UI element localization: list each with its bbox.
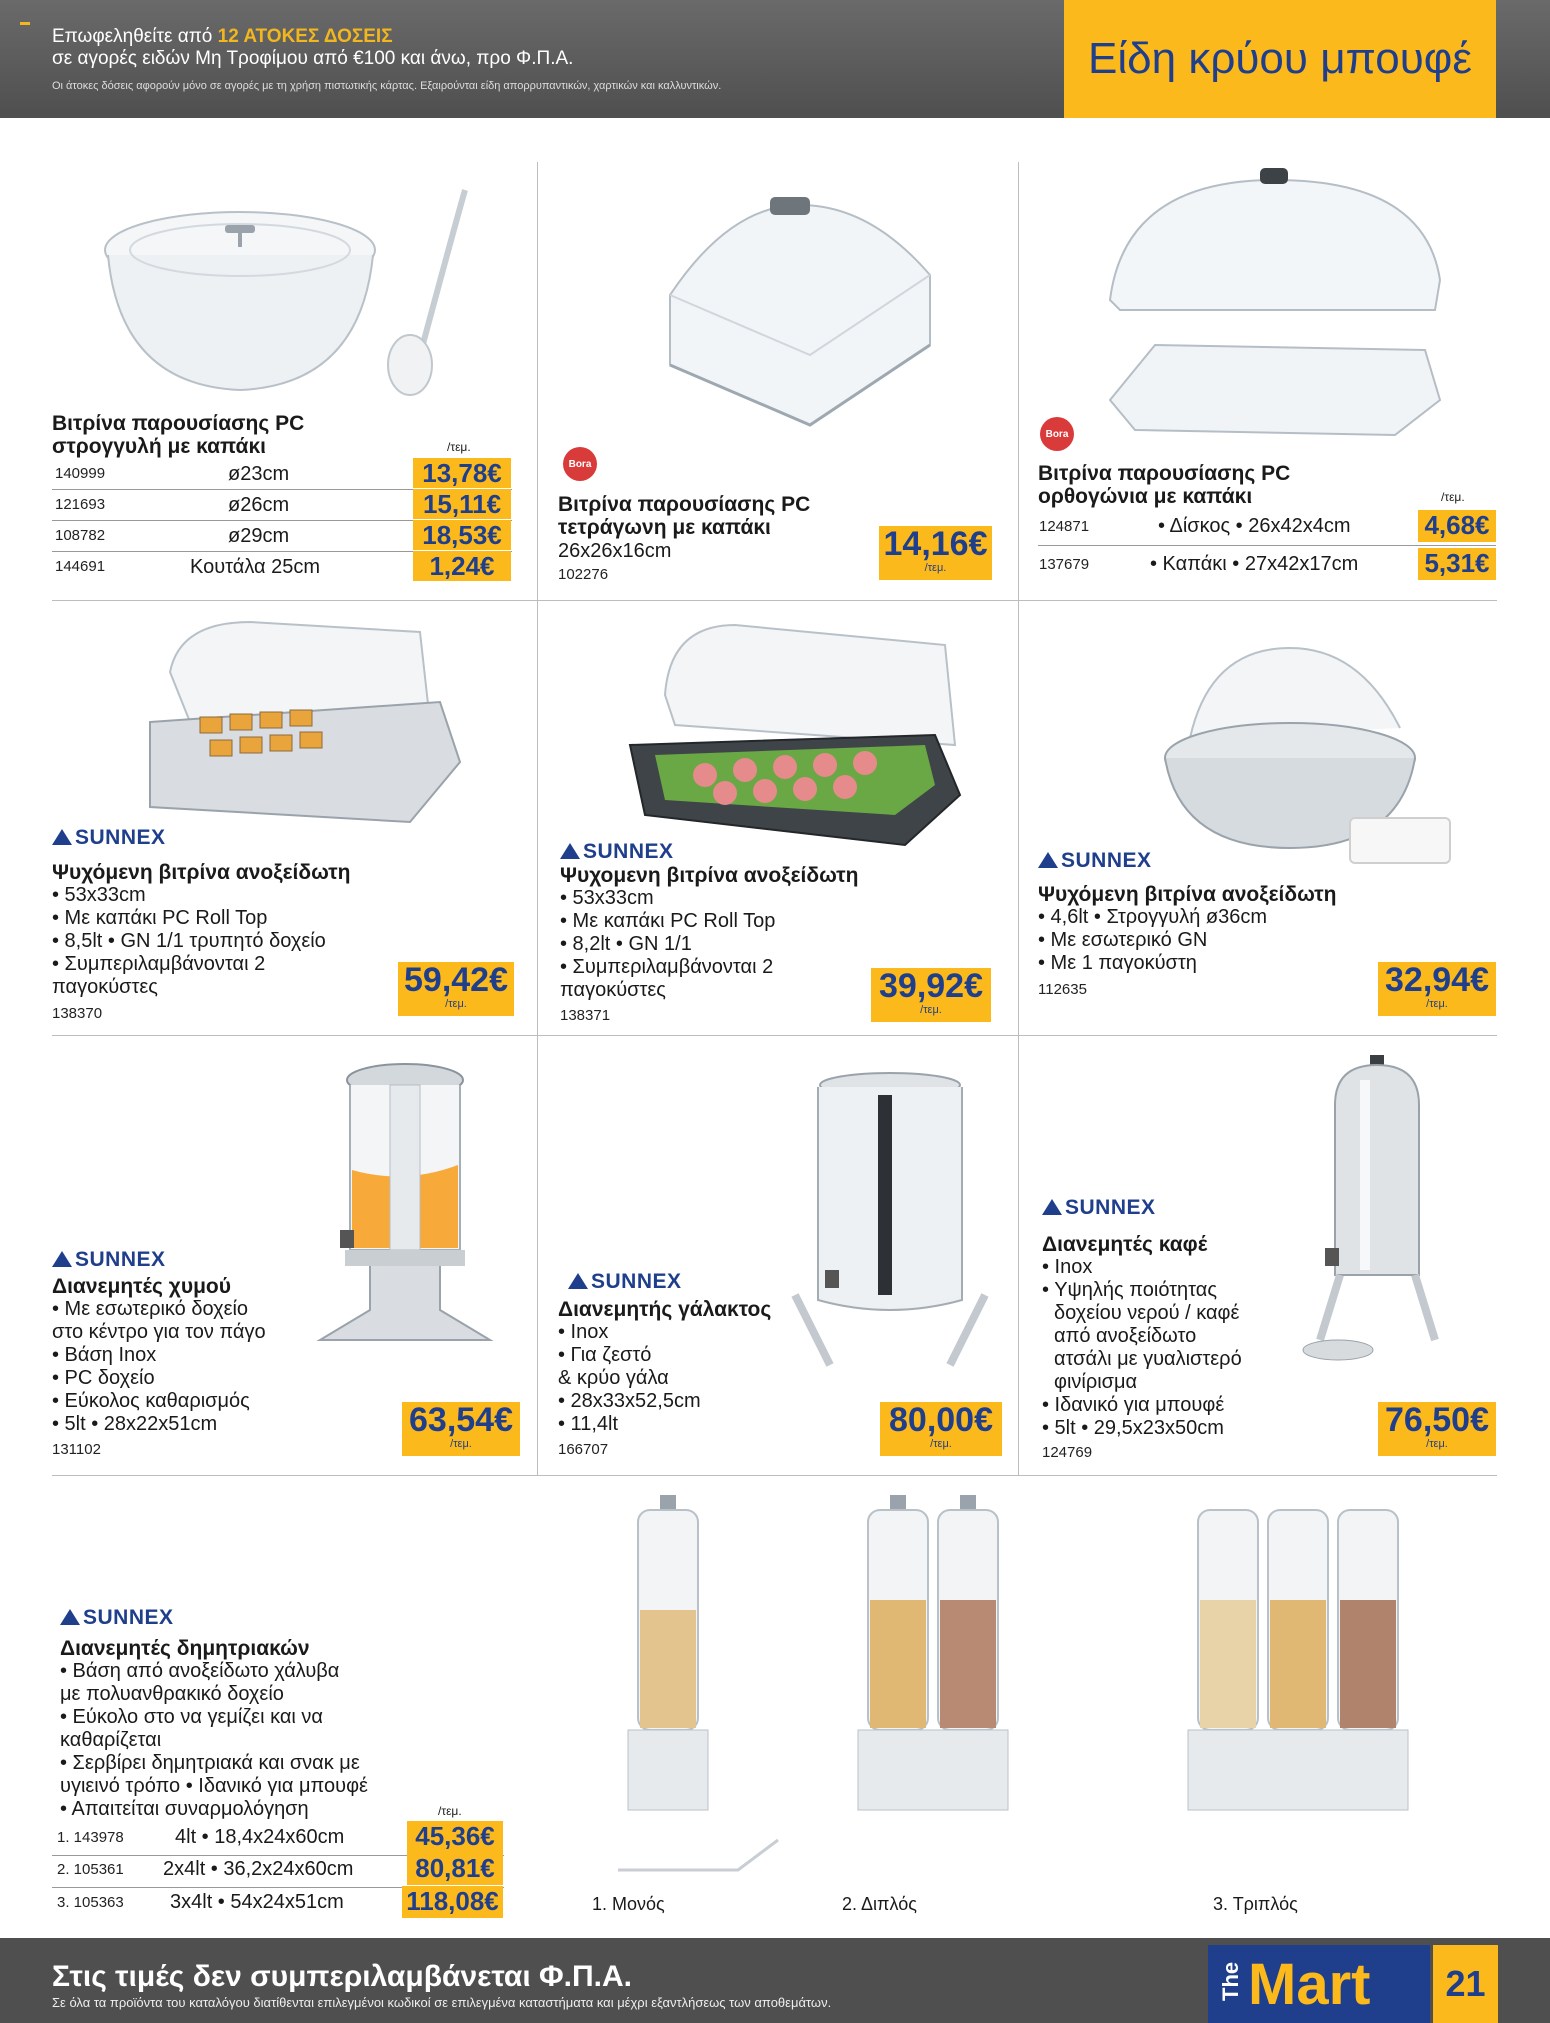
per-unit-label: /τεμ.	[1426, 1438, 1448, 1450]
bora-logo: Bora	[1040, 417, 1074, 451]
product-5-price-badge	[871, 968, 991, 1022]
sunnex-logo	[1042, 1196, 1156, 1220]
product-1-row-3-price: 18,53€	[413, 520, 511, 550]
feature-line: • Για ζεστό	[558, 1344, 652, 1366]
product-4-price-badge	[398, 962, 514, 1016]
product-10-row-2-code: 2. 105361	[57, 1861, 124, 1878]
feature-line: φινίρισμα	[1054, 1371, 1138, 1393]
product-10-row-3-code: 3. 105363	[57, 1894, 124, 1911]
sunnex-logo	[52, 826, 166, 850]
product-8-features	[558, 1321, 701, 1436]
feature-line: • Inox	[558, 1321, 609, 1343]
sunnex-label: SUNNEX	[1065, 1196, 1156, 1219]
product-1-row-4-code: 144691	[55, 558, 106, 575]
product-3-row-2-code: 137679	[1039, 556, 1090, 573]
cereal-dispensers-image	[598, 1490, 1508, 1890]
promo-prefix: Επωφεληθείτε από	[52, 26, 213, 47]
product-5-title: Ψυχομενη βιτρίνα ανοξείδωτη	[560, 864, 859, 887]
per-unit-label: /τεμ.	[920, 1004, 942, 1016]
product-3-title-line: ορθογώνια με καπάκι	[1038, 485, 1253, 508]
round-chilled-display-image	[1150, 628, 1460, 878]
product-8-price: 80,00€	[889, 1401, 993, 1439]
product-1-row-3-code: 108782	[55, 527, 106, 544]
product-3-row-1-desc: • Δίσκος • 26x42x4cm	[1158, 515, 1351, 537]
product-1-row-1-desc: ø23cm	[228, 463, 290, 485]
per-unit-label: /τεμ.	[1441, 490, 1465, 504]
product-5-code: 138371	[560, 1007, 611, 1024]
divider	[1018, 600, 1019, 1035]
feature-line: • Απαιτείται συναρμολόγηση	[60, 1798, 309, 1820]
product-1-row-2-desc: ø26cm	[228, 494, 290, 516]
product-3-row-1-code: 124871	[1039, 518, 1090, 535]
product-3-row-1-price: 4,68€	[1418, 510, 1496, 542]
sunnex-logo	[1038, 849, 1152, 873]
section-title: Είδη κρύου μπουφέ	[1064, 0, 1496, 118]
product-2-code: 102276	[558, 566, 609, 583]
product-6-title: Ψυχόμενη βιτρίνα ανοξείδωτη	[1038, 883, 1337, 906]
feature-line: • 5lt • 28x22x51cm	[52, 1413, 218, 1435]
logo-the: The	[1218, 1961, 1243, 2001]
product-6-price-badge	[1378, 962, 1496, 1016]
product-2-title-line: τετράγωνη με καπάκι	[558, 516, 771, 539]
sunnex-logo	[52, 1248, 166, 1272]
feature-line: δοχείου νερού / καφέ	[1054, 1302, 1240, 1324]
divider	[537, 162, 538, 600]
product-6-features	[1038, 906, 1267, 975]
product-7-price-badge	[402, 1402, 520, 1456]
feature-line: • Εύκολος καθαρισμός	[52, 1390, 250, 1412]
feature-line: • 8,2lt • GN 1/1	[560, 933, 692, 955]
product-9-features	[1042, 1256, 1242, 1440]
sunnex-label: SUNNEX	[583, 840, 674, 863]
feature-line: στο κέντρο για τον πάγο	[52, 1321, 266, 1343]
feature-line: • 5lt • 29,5x23x50cm	[1042, 1417, 1224, 1439]
sunnex-label: SUNNEX	[83, 1606, 174, 1629]
feature-line: καθαρίζεται	[60, 1729, 162, 1751]
feature-line: υγιεινό τρόπο • Ιδανικό για μπουφέ	[60, 1775, 368, 1797]
feature-line: • 4,6lt • Στρογγυλή ø36cm	[1038, 906, 1268, 928]
product-9-code: 124769	[1042, 1444, 1093, 1461]
feature-line: • 11,4lt	[558, 1413, 618, 1435]
product-6-code: 112635	[1038, 981, 1087, 998]
product-1-row-2-price: 15,11€	[413, 489, 511, 519]
product-1-row-1-code: 140999	[55, 465, 106, 482]
feature-line: • Με καπάκι PC Roll Top	[560, 910, 776, 932]
product-7-price: 63,54€	[409, 1401, 513, 1439]
product-1-title-line: Βιτρίνα παρουσίασης PC	[52, 412, 305, 435]
caption-triple: 3. Τριπλός	[1213, 1894, 1298, 1914]
divider	[537, 1035, 538, 1475]
product-1-title	[52, 412, 304, 458]
feature-line: • Συμπεριλαμβάνονται 2	[52, 953, 266, 975]
product-6-price: 32,94€	[1385, 961, 1489, 999]
product-10-features	[60, 1660, 368, 1821]
sunnex-logo	[568, 1270, 682, 1294]
feature-line: ατσάλι με γυαλιστερό	[1054, 1348, 1242, 1370]
per-unit-label: /τεμ.	[930, 1438, 952, 1450]
feature-line: • PC δοχείο	[52, 1367, 155, 1389]
footer-vat-note: Στις τιμές δεν συμπεριλαμβάνεται Φ.Π.Α.	[52, 1960, 633, 1993]
promo-line-1	[52, 26, 393, 48]
feature-line: • Σερβίρει δημητριακά και σνακ με	[60, 1752, 360, 1774]
product-10-row-3-desc: 3x4lt • 54x24x51cm	[170, 1891, 344, 1913]
product-2-title-line: Βιτρίνα παρουσίασης PC	[558, 493, 811, 516]
divider	[52, 1475, 1497, 1476]
product-3-title	[1038, 462, 1290, 508]
product-10-row-2-desc: 2x4lt • 36,2x24x60cm	[163, 1858, 354, 1880]
product-9-price: 76,50€	[1385, 1401, 1489, 1439]
product-8-title: Διανεμητής γάλακτος	[558, 1298, 772, 1321]
sunnex-label: SUNNEX	[75, 1248, 166, 1271]
product-10-row-1-code: 1. 143978	[57, 1829, 124, 1846]
the-mart-logo	[1208, 1945, 1430, 2023]
per-unit-label: /τεμ.	[1426, 998, 1448, 1010]
feature-line: • Βάση Inox	[52, 1344, 157, 1366]
sunnex-label: SUNNEX	[591, 1270, 682, 1293]
juice-dispenser-image	[300, 1050, 510, 1360]
product-8-price-badge	[880, 1402, 1002, 1456]
per-unit-label: /τεμ.	[445, 998, 467, 1010]
promo-line-2: σε αγορές ειδών Μη Τροφίμου από €100 και άνω, προ Φ.Π.Α.	[52, 48, 574, 69]
promo-highlight: 12 ΑΤΟΚΕΣ ΔΟΣΕΙΣ	[217, 26, 393, 47]
product-7-features	[52, 1298, 266, 1436]
feature-line: & κρύο γάλα	[558, 1367, 669, 1389]
row-divider	[1038, 545, 1496, 546]
product-10-row-1-price: 45,36€	[407, 1821, 503, 1853]
caption-double: 2. Διπλός	[842, 1894, 917, 1914]
product-3-title-line: Βιτρίνα παρουσίασης PC	[1038, 462, 1291, 485]
feature-line: παγοκύστες	[560, 979, 666, 1001]
feature-line: • 8,5lt • GN 1/1 τρυπητό δοχείο	[52, 930, 326, 952]
header-mark	[20, 22, 30, 25]
product-10-row-3-price: 118,08€	[402, 1886, 503, 1918]
per-unit-label: /τεμ.	[447, 440, 471, 454]
feature-line: • Υψηλής ποιότητας	[1042, 1279, 1217, 1301]
product-1-title-line: στρογγυλή με καπάκι	[52, 435, 266, 458]
feature-line: • Εύκολο στο να γεμίζει και να	[60, 1706, 323, 1728]
feature-line: • Με 1 παγοκύστη	[1038, 952, 1197, 974]
product-10-title: Διανεμητές δημητριακών	[60, 1637, 310, 1660]
feature-line: • Με καπάκι PC Roll Top	[52, 907, 268, 929]
bora-logo: Bora	[563, 447, 597, 481]
product-1-row-2-code: 121693	[55, 496, 106, 513]
product-4-title: Ψυχόμενη βιτρίνα ανοξείδωτη	[52, 861, 351, 884]
product-1-row-4-desc: Κουτάλα 25cm	[190, 556, 321, 578]
sunnex-logo	[560, 840, 674, 864]
feature-line: • Με εσωτερικό δοχείο	[52, 1298, 249, 1320]
feature-line: • Με εσωτερικό GN	[1038, 929, 1208, 951]
product-8-code: 166707	[558, 1441, 609, 1458]
feature-line: • Βάση από ανοξείδωτο χάλυβα	[60, 1660, 340, 1682]
divider	[52, 1035, 1497, 1036]
rectangular-display-image	[1095, 160, 1455, 440]
feature-line: • Inox	[1042, 1256, 1093, 1278]
footer-disclaimer: Σε όλα τα προϊόντα του καταλόγου διατίθενται επιλεγμένοι κωδικοί σε επιλεγμένα καταστήματα και μέχρι εξαντλήσεως των αποθεμάτων.	[52, 1995, 832, 2010]
feature-line: • 53x33cm	[560, 887, 654, 909]
divider	[1018, 1035, 1019, 1475]
product-9-price-badge	[1378, 1402, 1496, 1456]
coffee-dispenser-image	[1290, 1050, 1470, 1370]
feature-line: από ανοξείδωτο	[1054, 1325, 1197, 1347]
product-10-row-1-desc: 4lt • 18,4x24x60cm	[175, 1826, 345, 1848]
sunnex-label: SUNNEX	[75, 826, 166, 849]
product-5-features	[560, 887, 775, 1002]
caption-single: 1. Μονός	[592, 1894, 665, 1914]
product-9-title: Διανεμητές καφέ	[1042, 1233, 1208, 1256]
product-4-price: 59,42€	[404, 961, 508, 999]
round-bowl-image	[90, 175, 510, 405]
product-4-code: 138370	[52, 1005, 103, 1022]
per-unit-label: /τεμ.	[924, 562, 947, 574]
product-1-row-4-price: 1,24€	[413, 551, 511, 581]
product-3-row-2-desc: • Καπάκι • 27x42x17cm	[1150, 553, 1359, 575]
product-3-row-2-price: 5,31€	[1418, 548, 1496, 580]
product-2-price-badge	[879, 526, 992, 580]
product-5-price: 39,92€	[879, 967, 983, 1005]
divider	[1018, 162, 1019, 600]
milk-dispenser-image	[790, 1065, 990, 1385]
divider	[52, 600, 1497, 601]
product-10-row-2-price: 80,81€	[407, 1853, 503, 1885]
feature-line: • Ιδανικό για μπουφέ	[1042, 1394, 1225, 1416]
product-2-title	[558, 493, 810, 539]
product-1-row-1-price: 13,78€	[413, 458, 511, 488]
sunnex-label: SUNNEX	[1061, 849, 1152, 872]
promo-disclaimer: Οι άτοκες δόσεις αφορούν μόνο σε αγορές με τη χρήση πιστωτικής κάρτας. Εξαιρούνται είδη απορρυπαντικών, χαρτικών και καλλυντικών.	[52, 80, 722, 92]
per-unit-label: /τεμ.	[450, 1438, 472, 1450]
square-display-image	[640, 185, 960, 435]
sunnex-logo	[60, 1606, 174, 1630]
feature-line: • 28x33x52,5cm	[558, 1390, 701, 1412]
feature-line: με πολυανθρακικό δοχείο	[60, 1683, 284, 1705]
product-2-price: 14,16€	[883, 525, 988, 563]
feature-line: • Συμπεριλαμβάνονται 2	[560, 956, 774, 978]
feature-line: παγοκύστες	[52, 976, 158, 998]
product-4-features	[52, 884, 326, 999]
page-number: 21	[1433, 1945, 1498, 2023]
logo-mart: Mart	[1248, 1951, 1371, 2017]
product-2-size: 26x26x16cm	[558, 540, 672, 562]
chilled-display-roll-top-image	[130, 612, 470, 832]
product-1-row-3-desc: ø29cm	[228, 525, 290, 547]
product-7-code: 131102	[52, 1441, 101, 1458]
product-7-title: Διανεμητές χυμού	[52, 1275, 231, 1298]
feature-line: • 53x33cm	[52, 884, 146, 906]
divider	[537, 600, 538, 1035]
chilled-display-food-image	[615, 615, 975, 855]
per-unit-label: /τεμ.	[438, 1804, 462, 1818]
